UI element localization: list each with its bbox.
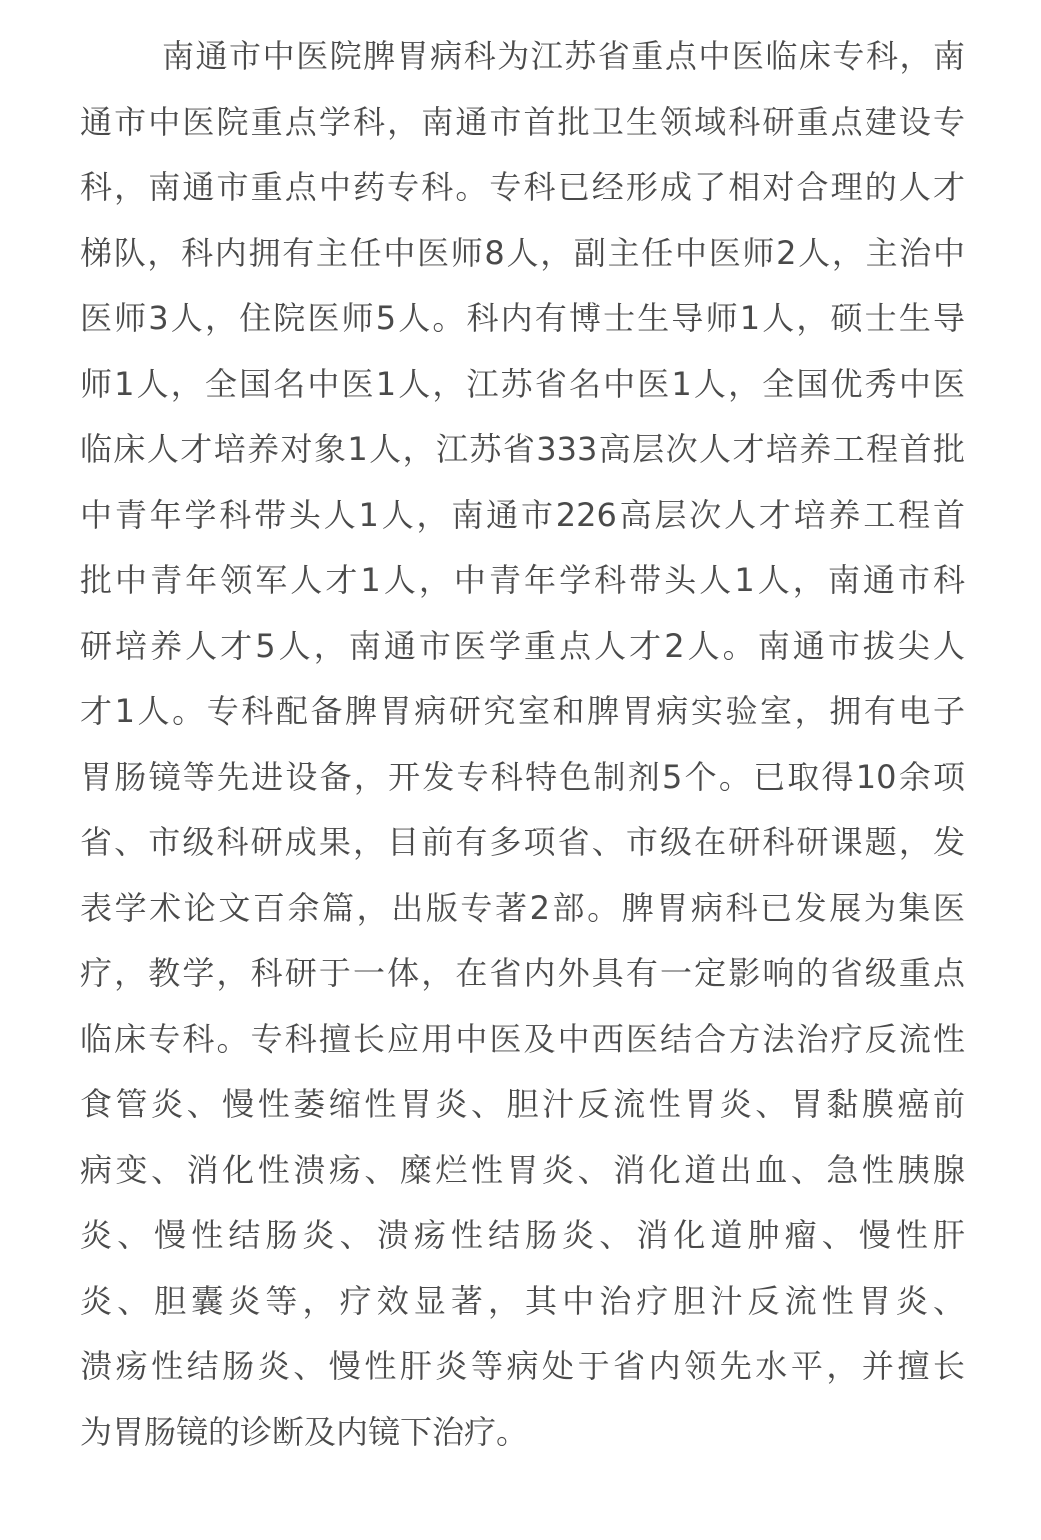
paragraph-line: 省、市级科研成果，目前有多项省、市级在研科研课题，发 (80, 823, 965, 861)
paragraph-line: 批中青年领军人才1人，中青年学科带头人1人，南通市科 (80, 561, 965, 599)
paragraph-line: 炎、胆囊炎等，疗效显著，其中治疗胆汁反流性胃炎、 (80, 1281, 965, 1320)
paragraph-line: 才1人。专科配备脾胃病研究室和脾胃病实验室，拥有电子 (80, 692, 965, 730)
paragraph-line: 梯队，科内拥有主任中医师8人，副主任中医师2人，主治中 (80, 233, 965, 272)
paragraph-line: 临床专科。专科擅长应用中医及中西医结合方法治疗反流性 (80, 1019, 965, 1058)
paragraph-line: 科，南通市重点中药专科。专科已经形成了相对合理的人才 (80, 168, 965, 206)
paragraph-line: 医师3人，住院医师5人。科内有博士生导师1人，硕士生导 (80, 299, 965, 337)
paragraph-line: 通市中医院重点学科，南通市首批卫生领域科研重点建设专 (80, 102, 965, 141)
paragraph-line: 炎、慢性结肠炎、溃疡性结肠炎、消化道肿瘤、慢性肝 (80, 1216, 965, 1254)
paragraph-line: 研培养人才5人，南通市医学重点人才2人。南通市拔尖人 (80, 626, 965, 665)
paragraph-line: 胃肠镜等先进设备，开发专科特色制剂5个。已取得10余项 (80, 757, 965, 796)
article-paragraph (80, 24, 965, 1465)
paragraph-line: 食管炎、慢性萎缩性胃炎、胆汁反流性胃炎、胃黏膜癌前 (80, 1085, 965, 1123)
paragraph-line: 中青年学科带头人1人，南通市226高层次人才培养工程首 (80, 495, 965, 534)
paragraph-line: 病变、消化性溃疡、糜烂性胃炎、消化道出血、急性胰腺 (80, 1150, 965, 1189)
paragraph-line: 师1人，全国名中医1人，江苏省名中医1人，全国优秀中医 (80, 364, 965, 403)
paragraph-line: 溃疡性结肠炎、慢性肝炎等病处于省内领先水平，并擅长 (80, 1347, 965, 1385)
paragraph-line: 南通市中医院脾胃病科为江苏省重点中医临床专科，南 (162, 37, 965, 75)
paragraph-line: 疗，教学，科研于一体，在省内外具有一定影响的省级重点 (80, 954, 965, 992)
paragraph-line: 表学术论文百余篇，出版专著2部。脾胃病科已发展为集医 (80, 888, 965, 927)
paragraph-line: 临床人才培养对象1人，江苏省333高层次人才培养工程首批 (80, 430, 965, 468)
paragraph-line: 为胃肠镜的诊断及内镜下治疗。 (80, 1412, 529, 1451)
